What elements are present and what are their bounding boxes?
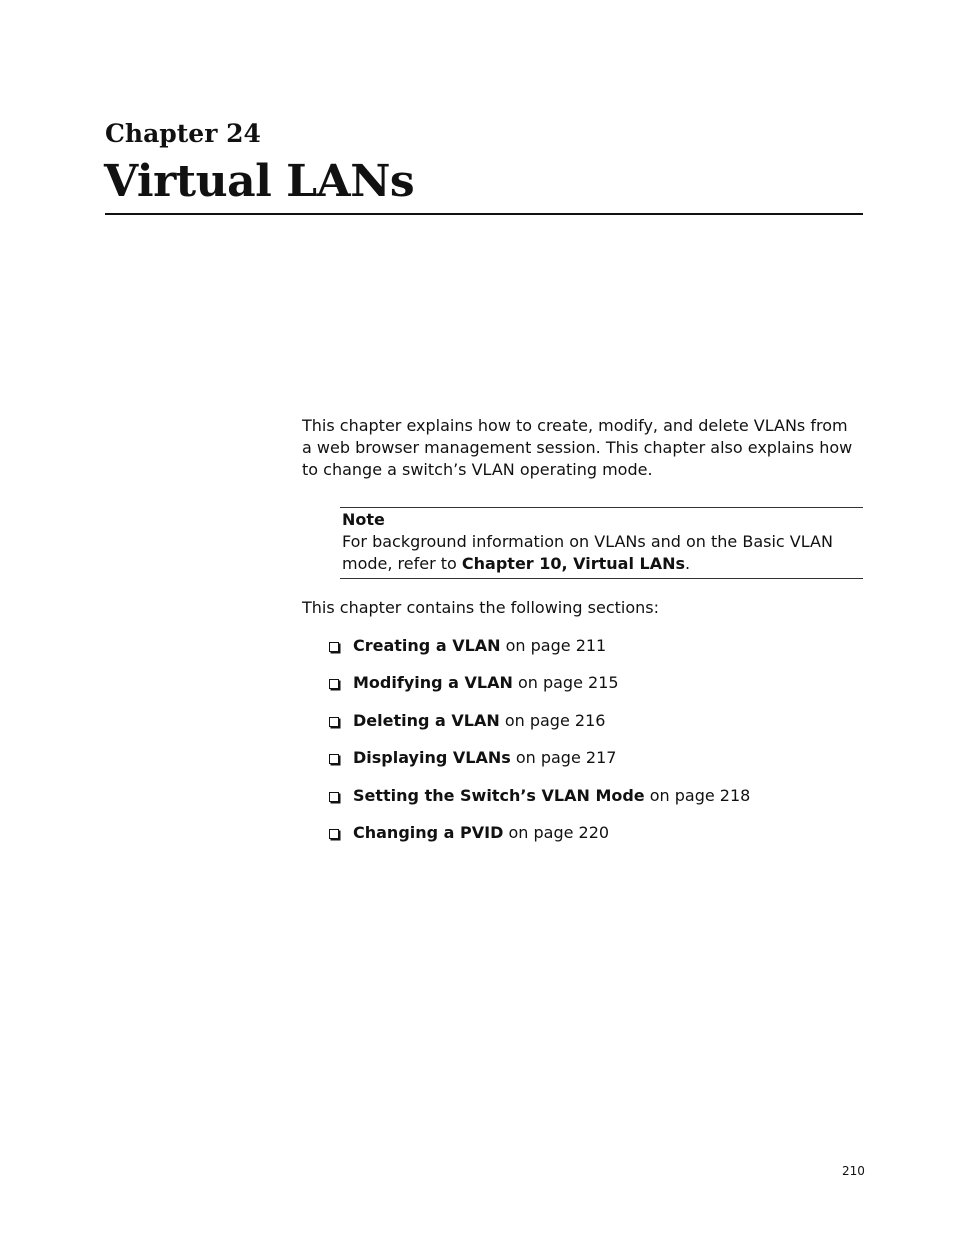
- note-text-after: .: [685, 554, 691, 573]
- note-box: [340, 507, 863, 579]
- checkbox-bullet-icon: [329, 642, 339, 652]
- section-link[interactable]: Changing a PVID: [353, 822, 504, 842]
- title-rule: [105, 213, 863, 215]
- section-list: [329, 635, 750, 859]
- section-page-ref: on page 211: [500, 636, 607, 655]
- list-item: [329, 672, 750, 694]
- section-link[interactable]: Modifying a VLAN: [353, 673, 513, 693]
- list-item: [329, 822, 750, 844]
- checkbox-bullet-icon: [329, 792, 339, 802]
- section-link[interactable]: Setting the Switch’s VLAN Mode: [353, 785, 645, 805]
- intro-paragraph: This chapter explains how to create, modify, and delete VLANs from a web browser management session. This chapter also explains how to change a switch’s VLAN operating mode.: [302, 416, 853, 479]
- checkbox-bullet-icon: [329, 754, 339, 764]
- section-page-ref: on page 215: [512, 673, 619, 693]
- section-page-ref: on page 218: [644, 785, 751, 805]
- note-text: [342, 531, 863, 575]
- section-page-ref: on page 220: [503, 822, 610, 842]
- chapter-label: Chapter 24: [105, 119, 261, 148]
- note-reference-link[interactable]: Chapter 10, Virtual LANs: [461, 554, 686, 573]
- section-page-ref: on page 216: [499, 710, 606, 730]
- sections-intro: This chapter contains the following sections:: [302, 598, 659, 617]
- checkbox-bullet-icon: [329, 679, 339, 689]
- checkbox-bullet-icon: [329, 829, 339, 839]
- section-link[interactable]: Displaying VLANs: [353, 748, 511, 768]
- checkbox-bullet-icon: [329, 717, 339, 727]
- section-page-ref: on page 217: [510, 748, 617, 768]
- list-item: [329, 785, 750, 807]
- note-heading: Note: [342, 510, 385, 529]
- list-item: [329, 635, 750, 657]
- section-link[interactable]: Creating a VLAN: [353, 636, 501, 655]
- list-item: [329, 747, 750, 769]
- section-link[interactable]: Deleting a VLAN: [353, 710, 500, 730]
- chapter-title: Virtual LANs: [104, 156, 415, 207]
- list-item: [329, 710, 750, 732]
- page-number: 210: [842, 1164, 865, 1178]
- note-text-before: For background information on VLANs and on the Basic VLAN mode, refer to: [342, 532, 833, 573]
